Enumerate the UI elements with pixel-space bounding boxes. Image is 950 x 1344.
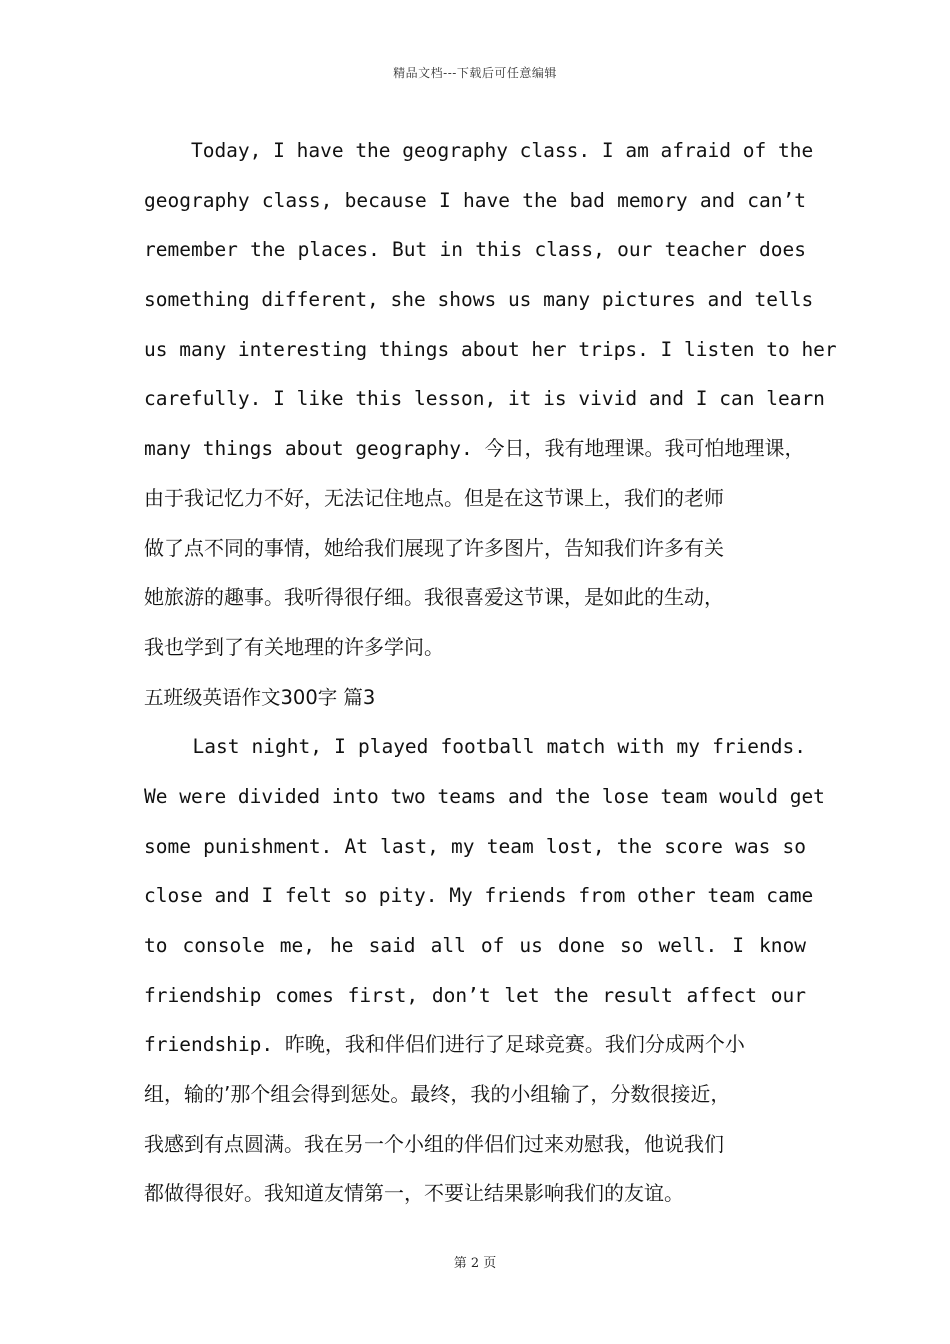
paragraph-line-cn: 她旅游的趣事。我听得很仔细。我很喜爱这节课，是如此的生动， [144,585,724,610]
paragraph-text-en: friendship. [144,1033,285,1057]
paragraph-line: carefully. I like this lesson, it is vivid and I can learn [144,387,825,411]
paragraph-line: We were divided into two teams and the lose team would get [144,784,825,808]
paragraph-line-mixed [144,424,806,474]
paragraph-line-cn: 做了点不同的事情，她给我们展现了许多图片，告知我们许多有关 [144,535,724,560]
paragraph-text-cn: 今日，我有地理课。我可怕地理课， [484,436,805,461]
paragraph-text-en: many things about geography. [144,437,485,461]
paragraph-line-cn: 我感到有点圆满。我在另一个小组的伴侣们过来劝慰我，他说我们 [144,1131,724,1156]
section-title: 五班级英语作文300字 篇3 [144,685,376,709]
document-body [144,126,837,1219]
paragraph-line: geography class, because I have the bad memory and can’t [144,188,806,212]
paragraph-line-cn: 由于我记忆力不好，无法记住地点。但是在这节课上，我们的老师 [144,485,724,510]
paragraph-line: remember the places. But in this class, our teacher does [144,238,806,262]
paragraph-line-cn: 都做得很好。我知道友情第一，不要让结果影响我们的友谊。 [144,1181,684,1206]
page-header: 精品文档---下载后可任意编辑 [393,66,557,80]
paragraph-line: some punishment. At last, my team lost, the score was so [144,834,806,858]
paragraph-line: close and I felt so pity. My friends from other team came [144,884,814,908]
page-number: 第 2 页 [453,1256,497,1271]
paragraph-line-mixed [144,1020,806,1070]
paragraph-line: something different, she shows us many pictures and tells [144,288,814,312]
paragraph-line: friendship comes first, don’t let the result affect our [144,983,806,1007]
paragraph-line: Today, I have the geography class. I am afraid of the [144,139,814,162]
paragraph-line-cn: 组，输的’那个组会得到惩处。最终，我的小组输了，分数很接近， [144,1082,731,1107]
paragraph-line-cn: 我也学到了有关地理的许多学问。 [144,634,444,659]
paragraph-line: to console me, he said all of us done so well. I know [144,934,806,957]
paragraph-line: us many interesting things about her trips. I listen to her [144,337,837,361]
paragraph-text-cn: 昨晚，我和伴侣们进行了足球竞赛。我们分成两个小 [284,1032,745,1057]
paragraph-line: Last night, I played football match with my friends. [144,735,806,759]
